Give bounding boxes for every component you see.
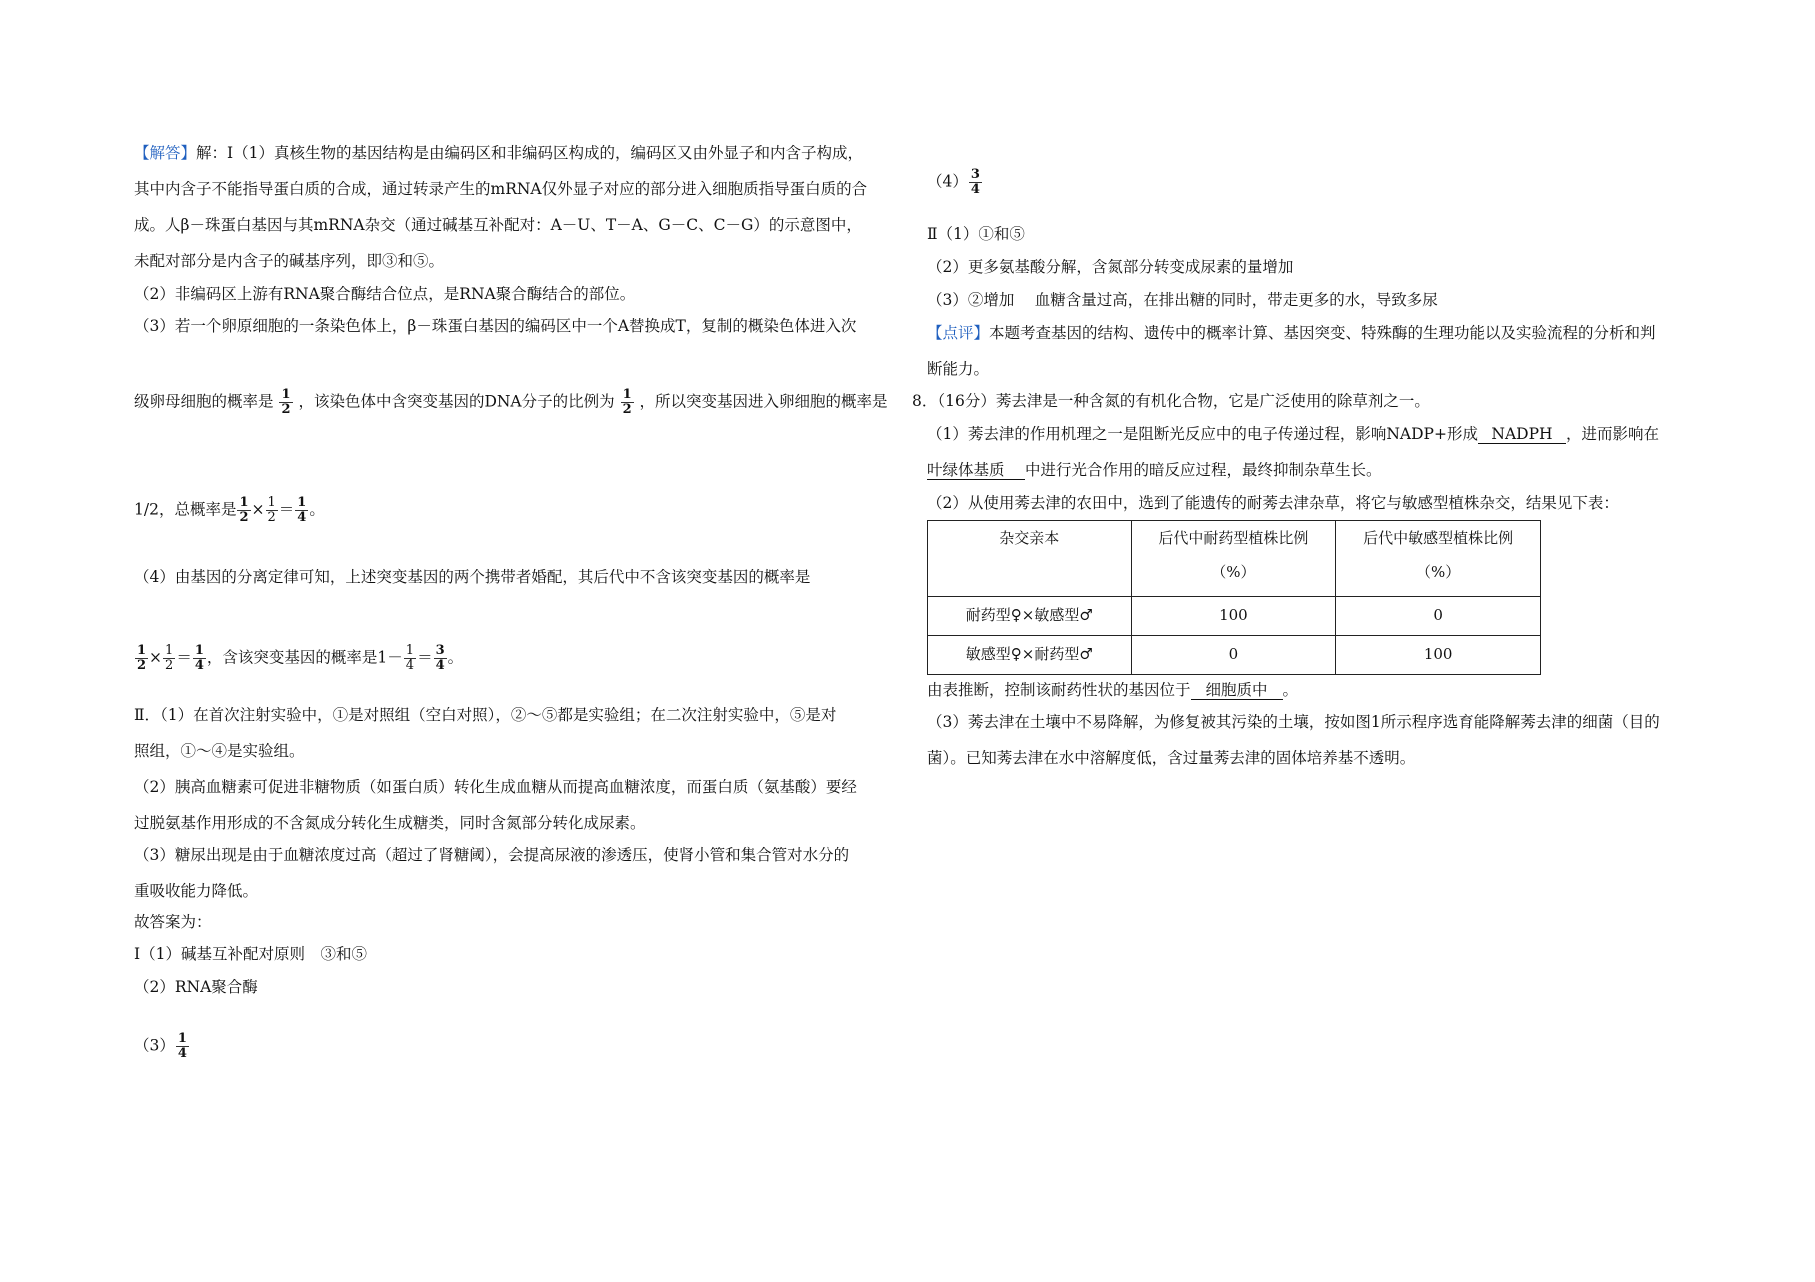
comment-line-2: 断能力。	[927, 360, 990, 378]
operator: ×	[149, 648, 163, 667]
table-header-row	[928, 521, 1541, 597]
part-ii-3-line-1: （3）糖尿出现是由于血糖浓度过高（超过了肾糖阈），会提高尿液的渗透压，使肾小管和集合管对水分的	[134, 846, 850, 864]
punct: 。	[1282, 681, 1299, 699]
table-header-cell: 后代中敏感型植株比例 （%）	[1336, 521, 1541, 597]
text: 级卵母细胞的概率是	[134, 392, 274, 411]
table-cell: 0	[1131, 636, 1336, 675]
table-cell: 0	[1336, 597, 1541, 636]
answer-i-2: （2）RNA聚合酶	[134, 978, 258, 996]
table-cell: 100	[1131, 597, 1336, 636]
answer-blank-nadph: NADPH	[1478, 425, 1566, 444]
text: 中进行光合作用的暗反应过程，最终抑制杂草生长。	[1025, 461, 1382, 479]
text: （4）	[927, 172, 968, 191]
comment-tag: 【点评】	[927, 324, 990, 342]
fraction: $\frac{3}{4}$	[435, 643, 445, 673]
answer-line-4: 未配对部分是内含子的碱基序列，即③和⑤。	[134, 252, 445, 270]
answer-blank-cytoplasm: 细胞质中	[1191, 681, 1283, 700]
answer-blank-stroma: 叶绿体基质	[927, 461, 1025, 480]
answer-part-4: （4）由基因的分离定律可知，上述突变基因的两个携带者婚配，其后代中不含该突变基因的概率是	[134, 568, 811, 586]
question-8-2: （2）从使用莠去津的农田中，选到了能遗传的耐莠去津杂草，将它与敏感型植株杂交，结果见下表：	[927, 494, 1619, 512]
answer-part-4-line-2	[134, 644, 463, 673]
fraction: $\frac{1}{4}$	[194, 643, 204, 673]
fraction: $\frac{1}{4}$	[405, 643, 415, 673]
table-row	[928, 597, 1541, 636]
answer-i-1: Ⅰ（1）碱基互补配对原则 ③和⑤	[134, 945, 367, 963]
question-8-3-line-2: 菌）。已知莠去津在水中溶解度低，含过量莠去津的固体培养基不透明。	[927, 749, 1416, 767]
answer-part-3-line-2	[134, 388, 888, 417]
table-cell: 敏感型♀×耐药型♂	[928, 636, 1132, 675]
text: ，进而影响在	[1565, 425, 1659, 443]
question-8-1-line-1	[927, 424, 1659, 444]
answer-i-4	[927, 168, 983, 197]
answer-text: 解：Ⅰ（1）真核生物的基因结构是由编码区和非编码区构成的，编码区又由外显子和内含子构成，	[196, 144, 864, 162]
fraction: $\frac{1}{2}$	[165, 643, 174, 673]
question-8-3-line-1: （3）莠去津在土壤中不易降解，为修复被其污染的土壤，按如图1所示程序选育能降解莠去津的细菌（目的	[927, 713, 1660, 731]
fraction: $\frac{1}{4}$	[297, 495, 307, 525]
part-ii-2-line-2: 过脱氨基作用形成的不含氮成分转化生成糖类，同时含氮部分转化成尿素。	[134, 814, 646, 832]
part-ii-2-line-1: （2）胰高血糖素可促进非糖物质（如蛋白质）转化生成血糖从而提高血糖浓度，而蛋白质（氨基酸）要经	[134, 778, 857, 796]
answer-ii-3: （3）②增加 血糖含量过高，在排出糖的同时，带走更多的水，导致多尿	[927, 291, 1438, 309]
fraction: $\frac{1}{2}$	[267, 495, 276, 525]
answer-line-3: 成。人β－珠蛋白基因与其mRNA杂交（通过碱基互补配对：A－U、T－A、G－C、C－G）的示意图中，	[134, 216, 862, 234]
table-header-cell: 杂交亲本	[928, 521, 1132, 597]
operator: ＝	[417, 648, 433, 667]
answer-part-3: （3）若一个卵原细胞的一条染色体上，β－珠蛋白基因的编码区中一个A替换成T，复制的概染色体进入次	[134, 317, 857, 335]
answer-part-2: （2）非编码区上游有RNA聚合酶结合位点，是RNA聚合酶结合的部位。	[134, 285, 636, 303]
table-cell: 耐药型♀×敏感型♂	[928, 597, 1132, 636]
text: ，所以突变基因进入卵细胞的概率是	[639, 392, 888, 411]
comment-text: 本题考查基因的结构、遗传中的概率计算、基因突变、特殊酶的生理功能以及实验流程的分析和判	[989, 324, 1656, 342]
operator: －	[387, 648, 403, 667]
text: 1/2，总概率是	[134, 500, 237, 519]
fraction: $\frac{1}{2}$	[137, 643, 147, 673]
table-header-cell: 后代中耐药型植株比例 （%）	[1131, 521, 1336, 597]
text: （1）莠去津的作用机理之一是阻断光反应中的电子传递过程，影响NADP+形成	[927, 425, 1478, 443]
answers-heading: 故答案为：	[134, 913, 212, 931]
fraction: $\frac{1}{4}$	[177, 1031, 187, 1061]
part-ii-1-line-2: 照组，①～④是实验组。	[134, 742, 305, 760]
punct: 。	[447, 648, 464, 667]
operator: ＝	[278, 500, 295, 519]
text: ，该染色体中含突变基因的DNA分子的比例为	[298, 392, 615, 411]
operator: ＝	[176, 648, 192, 667]
text: 由表推断，控制该耐药性状的基因位于	[927, 681, 1191, 699]
question-8: 8．（16分）莠去津是一种含氮的有机化合物，它是广泛使用的除草剂之一。	[912, 392, 1430, 410]
fraction: $\frac{3}{4}$	[970, 167, 980, 197]
answer-part-3-line-3	[134, 496, 325, 525]
table-cell: 100	[1336, 636, 1541, 675]
table-row	[928, 636, 1541, 675]
text: （3）	[134, 1036, 175, 1055]
fraction: $\frac{1}{2}$	[281, 387, 291, 417]
fraction: $\frac{1}{2}$	[239, 495, 249, 525]
question-8-2-conclusion	[927, 680, 1298, 700]
comment-line-1	[927, 323, 1656, 343]
punct: 。	[309, 500, 325, 519]
results-table	[927, 520, 1541, 675]
part-ii-3-line-2: 重吸收能力降低。	[134, 882, 259, 900]
answer-tag: 【解答】	[134, 144, 197, 162]
text: ，含该突变基因的概率是1	[206, 648, 388, 667]
answer-line-2: 其中内含子不能指导蛋白质的合成，通过转录产生的mRNA仅外显子对应的部分进入细胞质指导蛋白质的合	[134, 180, 868, 198]
fraction: $\frac{1}{2}$	[622, 387, 632, 417]
answer-ii-1: Ⅱ（1）①和⑤	[927, 225, 1025, 243]
answer-line-1	[134, 143, 863, 163]
part-ii-1-line-1: Ⅱ．（1）在首次注射实验中，①是对照组（空白对照），②～⑤都是实验组；在二次注射实验中，⑤是对	[134, 706, 837, 724]
answer-ii-2: （2）更多氨基酸分解，含氮部分转变成尿素的量增加	[927, 258, 1294, 276]
question-8-1-line-2	[927, 460, 1382, 480]
answer-i-3	[134, 1032, 190, 1061]
operator: ×	[251, 500, 265, 519]
